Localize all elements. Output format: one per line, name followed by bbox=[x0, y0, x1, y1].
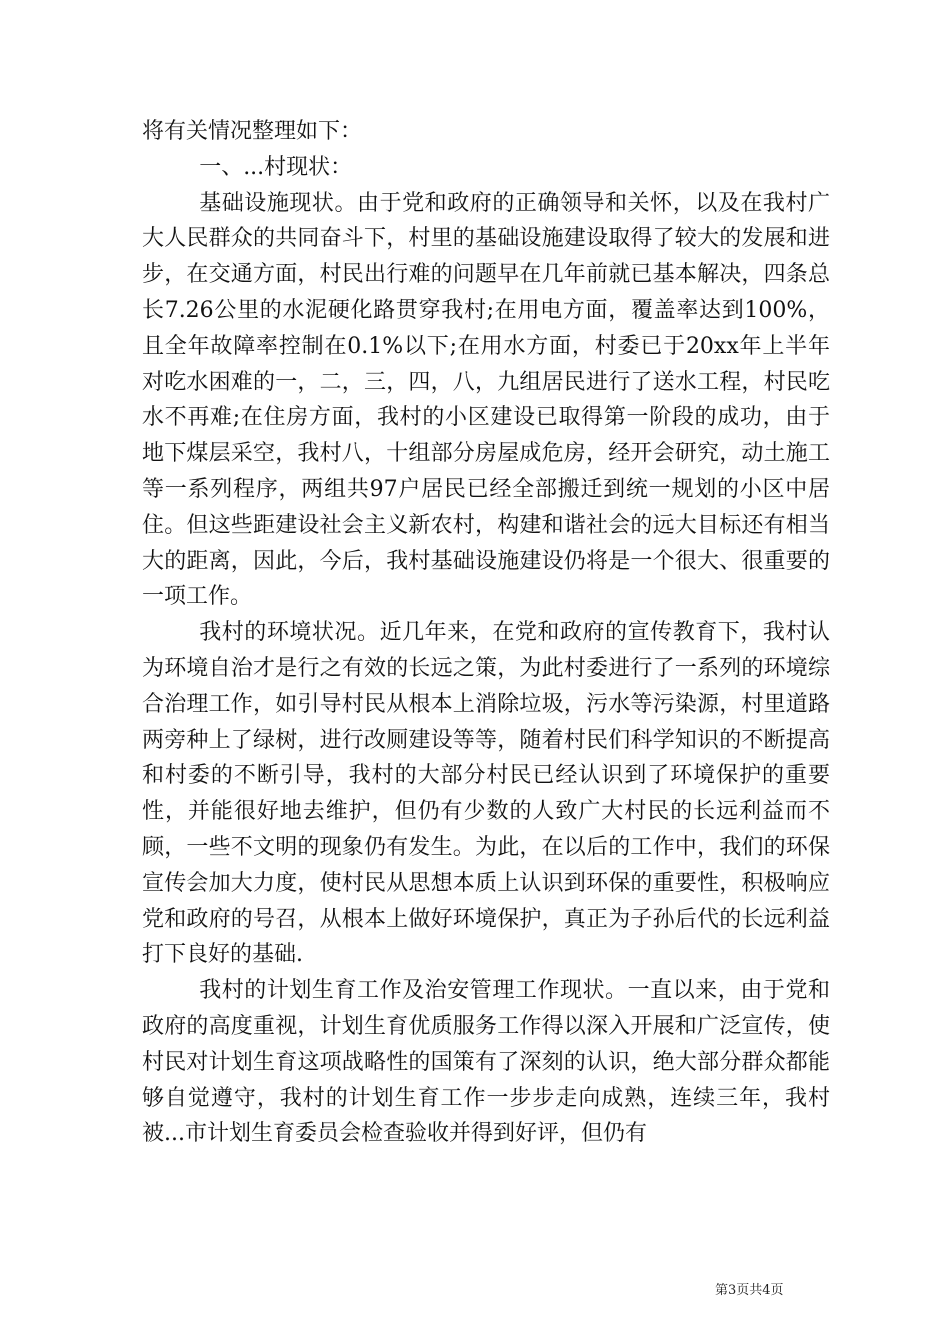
paragraph-family-planning: 我村的计划生育工作及治安管理工作现状。一直以来，由于党和政府的高度重视，计划生育优质服务工作得以深入开展和广泛宣传，使村民对计划生育这项战略性的国策有了深刻的认识，绝大部分群众都能够自觉遵守，我村的计划生育工作一步步走向成熟，连续三年，我村被...市计划生育委员会检查验收并得到好评，但仍有 bbox=[142, 978, 830, 1147]
paragraph-environment: 我村的环境状况。近几年来，在党和政府的宣传教育下，我村认为环境自治才是行之有效的长远之策，为此村委进行了一系列的环境综合治理工作，如引导村民从根本上消除垃圾，污水等污染源，村里道路两旁种上了绿树，进行改厕建设等等，随着村民们科学知识的不断提高和村委的不断引导，我村的大部分村民已经认识到了环境保护的重要性，并能很好地去维护，但仍有少数的人致广大村民的长远利益而不顾，一些不文明的现象仍有发生。为此，在以后的工作中，我们的环保宣传会加大力度，使村民从思想本质上认识到环保的重要性，积极响应党和政府的号召，从根本上做好环境保护，真正为子孙后代的长远利益打下良好的基础. bbox=[142, 620, 830, 968]
intro-line: 将有关情况整理如下： bbox=[142, 119, 363, 144]
page-number: 第3页共4页 bbox=[715, 1283, 784, 1298]
document-body bbox=[142, 114, 830, 1152]
paragraph-infrastructure: 基础设施现状。由于党和政府的正确领导和关怀，以及在我村广大人民群众的共同奋斗下，村里的基础设施建设取得了较大的发展和进步，在交通方面，村民出行难的问题早在几年前就已基本解决，四条总长7.26公里的水泥硬化路贯穿我村;在用电方面，覆盖率达到100%，且全年故障率控制在0.1%以下;在用水方面，村委已于20xx年上半年对吃水困难的一，二，三，四，八，九组居民进行了送水工程，村民吃水不再难;在住房方面，我村的小区建设已取得第一阶段的成功，由于地下煤层采空，我村八，十组部分房屋成危房，经开会研究，动土施工等一系列程序，两组共97户居民已经全部搬迁到统一规划的小区中居住。但这些距建设社会主义新农村，构建和谐社会的远大目标还有相当大的距离，因此，今后，我村基础设施建设仍将是一个很大、很重要的一项工作。 bbox=[142, 190, 830, 610]
section-heading: 一、...村现状： bbox=[199, 154, 353, 180]
